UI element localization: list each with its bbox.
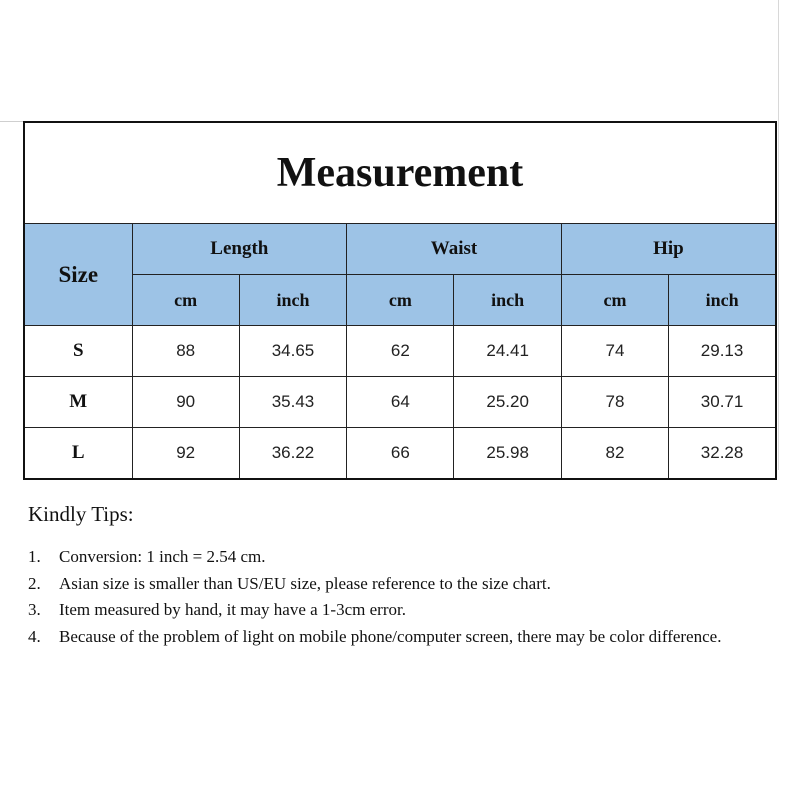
tip-number: 1. <box>28 547 41 566</box>
table-cell: 25.20 <box>454 377 561 428</box>
table-cell: 24.41 <box>454 326 561 377</box>
length-header: Length <box>132 224 347 275</box>
table-cell: 82 <box>561 428 668 480</box>
table-cell: 78 <box>561 377 668 428</box>
page-guide-line <box>778 0 779 470</box>
table-cell: 32.28 <box>669 428 776 480</box>
table-cell: 64 <box>347 377 454 428</box>
tips-title: Kindly Tips: <box>28 502 134 526</box>
table-row <box>24 377 776 428</box>
list-item <box>28 571 758 598</box>
unit-header-row <box>24 275 776 326</box>
tip-number: 4. <box>28 626 41 646</box>
tip-text: Because of the problem of light on mobile phone/computer screen, there may be color difference. <box>59 626 722 646</box>
tip-text: Item measured by hand, it may have a 1-3cm error. <box>59 600 406 619</box>
table-cell: 25.98 <box>454 428 561 480</box>
unit-header: cm <box>132 275 239 326</box>
page-guide-line <box>0 121 24 122</box>
list-item <box>28 597 758 624</box>
table-row <box>24 428 776 480</box>
waist-header: Waist <box>347 224 562 275</box>
group-header-row <box>24 224 776 275</box>
table-cell: 30.71 <box>669 377 776 428</box>
size-chart-table <box>23 121 777 480</box>
table-cell: 66 <box>347 428 454 480</box>
hip-header: Hip <box>561 224 776 275</box>
tip-text: Asian size is smaller than US/EU size, please reference to the size chart. <box>59 573 551 593</box>
table-cell: 88 <box>132 326 239 377</box>
size-cell: L <box>24 428 132 480</box>
table-cell: 92 <box>132 428 239 480</box>
table-cell: 29.13 <box>669 326 776 377</box>
size-cell: S <box>24 326 132 377</box>
table-row <box>24 326 776 377</box>
table-cell: 36.22 <box>239 428 346 480</box>
unit-header: cm <box>561 275 668 326</box>
table-cell: 34.65 <box>239 326 346 377</box>
unit-header: inch <box>454 275 561 326</box>
table-cell: 35.43 <box>239 377 346 428</box>
unit-header: cm <box>347 275 454 326</box>
unit-header: inch <box>239 275 346 326</box>
tips-section <box>28 500 758 650</box>
list-item <box>28 624 758 651</box>
unit-header: inch <box>669 275 776 326</box>
table-cell: 90 <box>132 377 239 428</box>
table-cell: 74 <box>561 326 668 377</box>
size-header: Size <box>24 224 132 326</box>
tips-list <box>28 544 758 650</box>
tip-number: 3. <box>28 600 41 619</box>
table-cell: 62 <box>347 326 454 377</box>
title-row <box>24 122 776 224</box>
table-title: Measurement <box>24 122 776 224</box>
tip-number: 2. <box>28 573 41 593</box>
size-cell: M <box>24 377 132 428</box>
list-item <box>28 544 758 571</box>
tip-text: Conversion: 1 inch = 2.54 cm. <box>59 547 266 566</box>
